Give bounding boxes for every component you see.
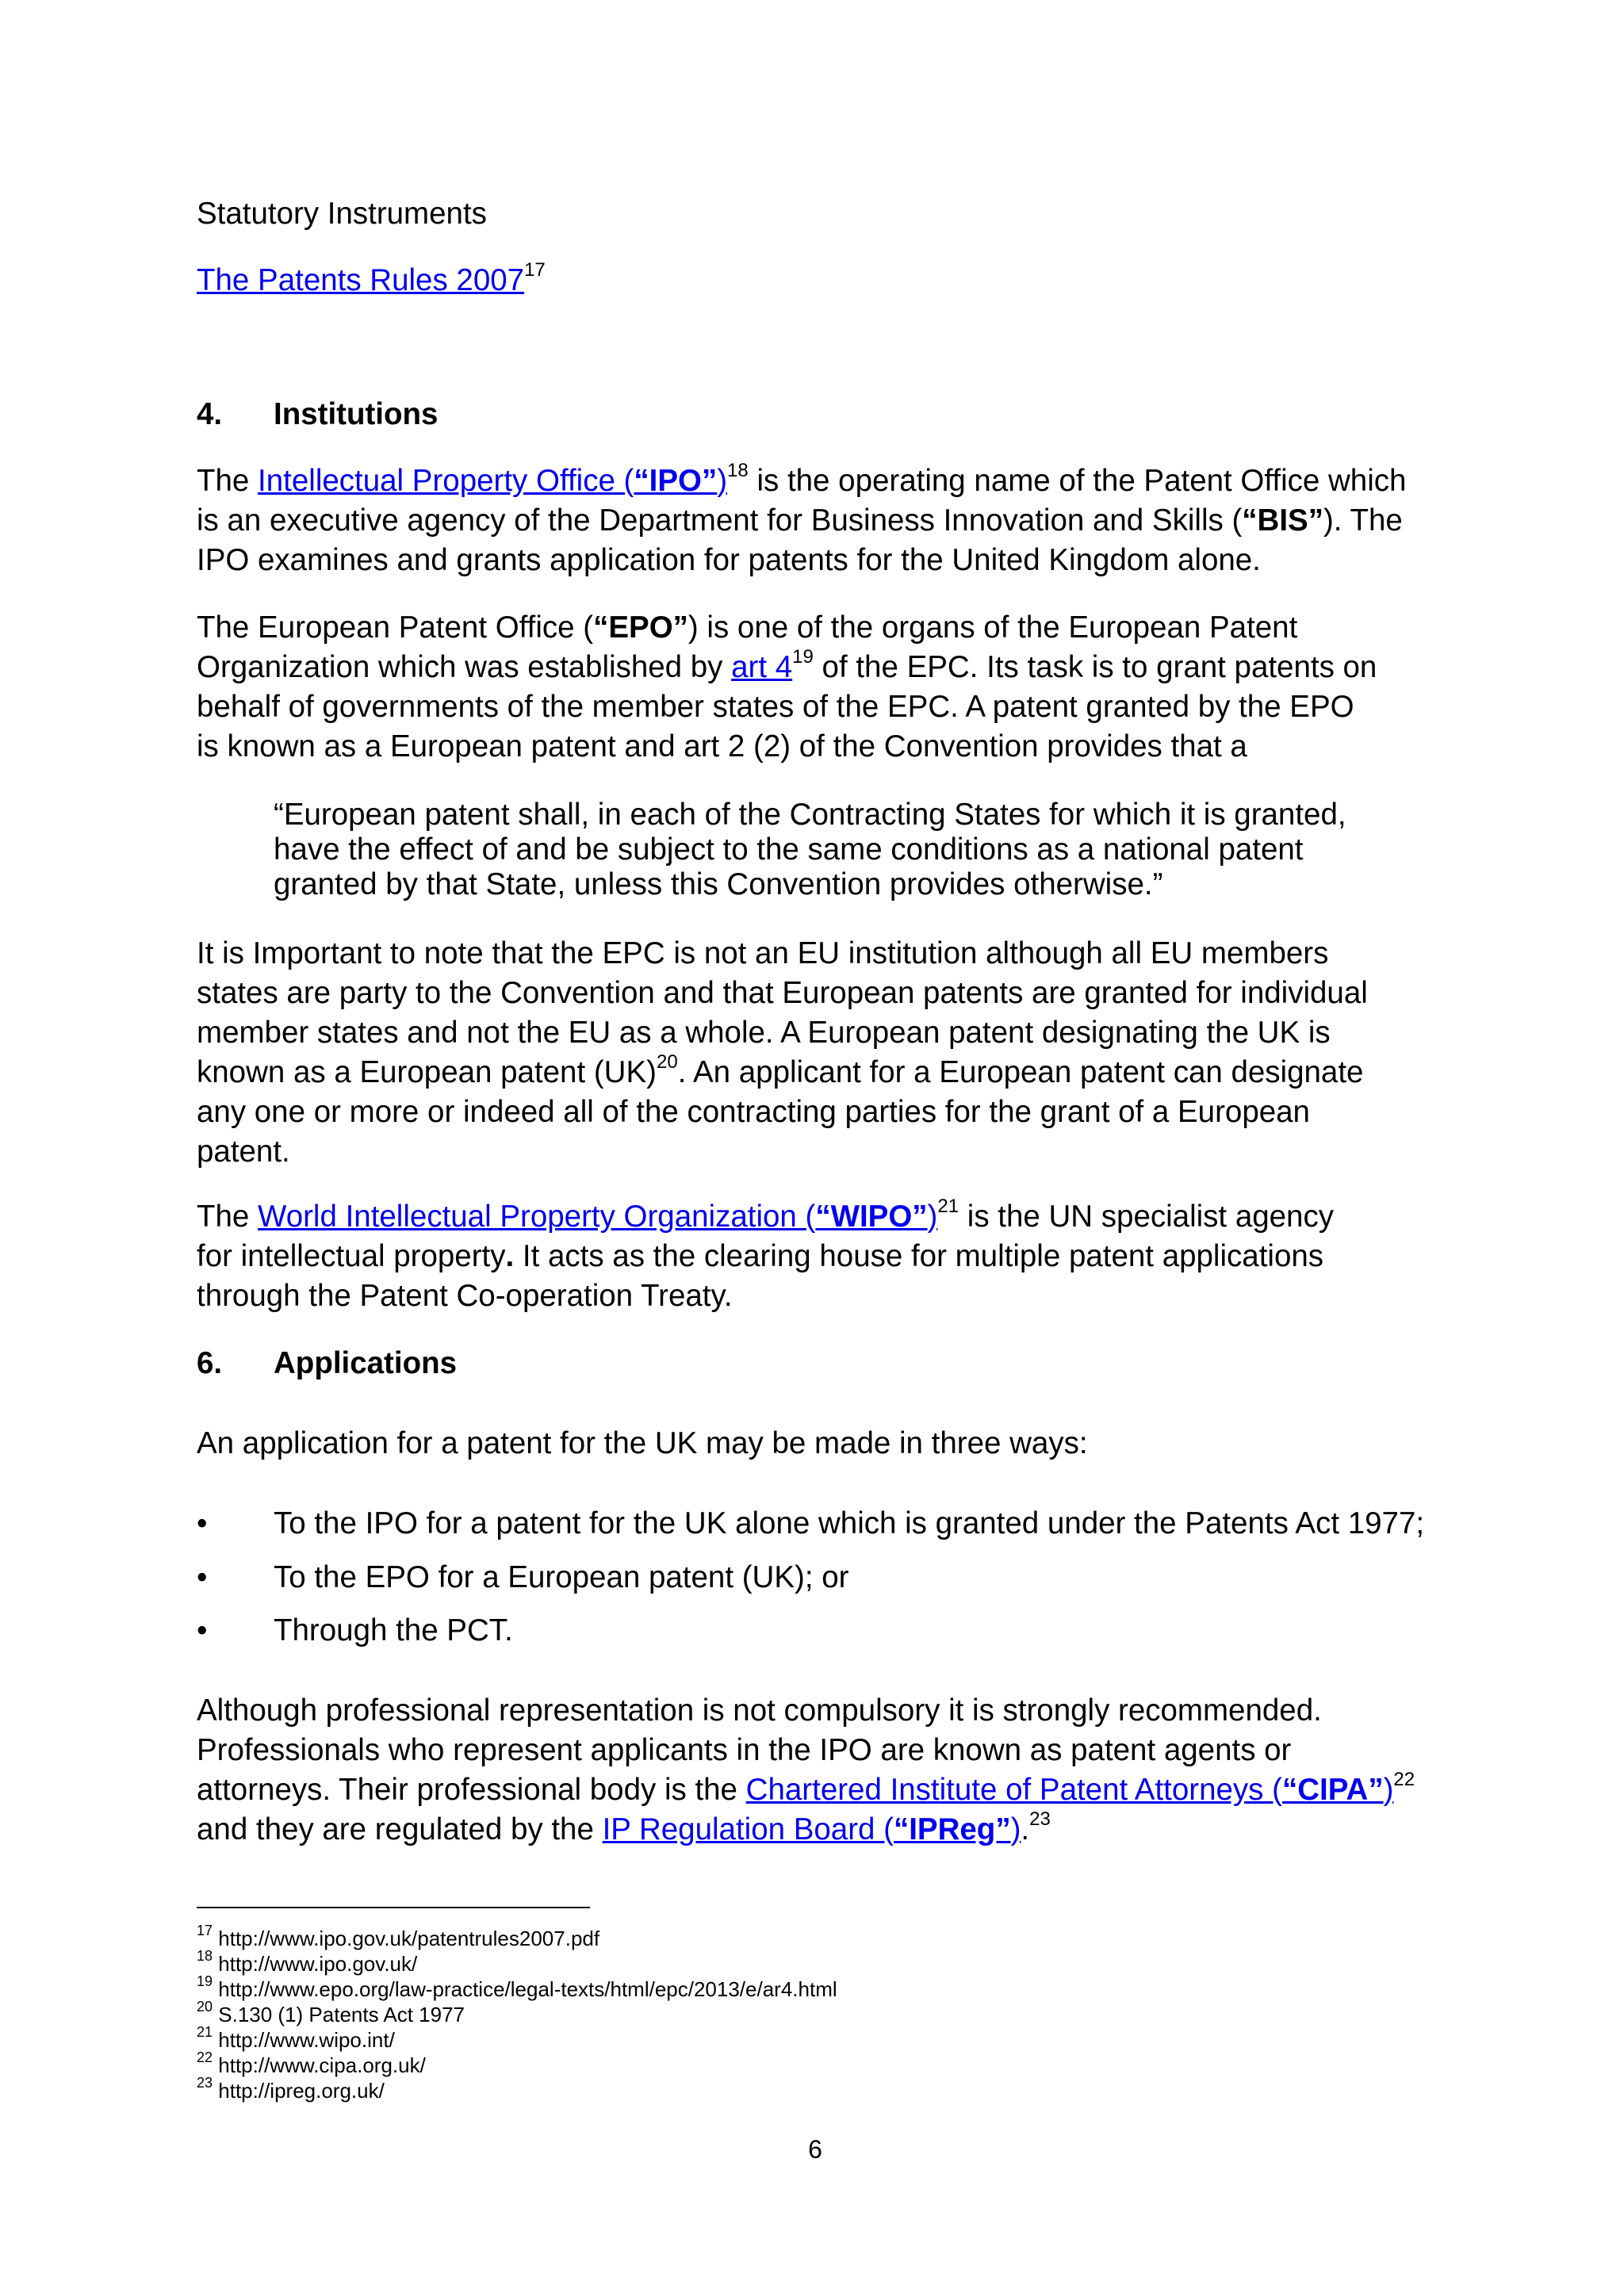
wipo-link[interactable]: World Intellectual Property Organization (“WIPO”) — [258, 1200, 938, 1234]
representation-paragraph: Although professional representation is not compulsory it is strongly recommended. Professionals who represent applicants in the IPO are known as patent agents or attorneys. Their professional body is the Chartered Institute of Patent Attorneys (“CIPA”)$^{22}$ and they are regulated by the IP Regulation Board (“IPReg”).$^{23}$ — [197, 1693, 1415, 1846]
footnote-ref: 22 — [1393, 1769, 1415, 1791]
epc-quote: “European patent shall, in each of the Contracting States for which it is granted, have the effect of and be subject to the same conditions as a national patent granted by that State, unless this Convention provides otherwise.” — [274, 798, 1346, 901]
footnote: $^{22}$ http://www.cipa.org.uk/ — [197, 2049, 426, 2077]
section-title: Institutions — [274, 397, 439, 431]
statutory-heading — [197, 194, 487, 234]
epc-note-paragraph: It is Important to note that the EPC is not an EU institution although all EU members states are party to the Convention and that European patents are granted for individual member states and not the EU as a whole. A European patent designating the UK is known as a European patent (UK)$^{20}$. An applicant for a European patent can designate any one or more or indeed all of the contracting parties for the grant of a European patent. — [197, 936, 1368, 1169]
document-page: Statutory Instruments The Patents Rules 2007$^{17}$ 4. Institutions The Intellectual Property Office (“IPO”)$^{18}$ is the operating name of the Patent Office which is an executive agency of the Department for Business Innovation and Skills (“BIS”). The IPO examines and grants application for patents for the United Kingdom alone. The European Patent Office (“EPO”) is one of the organs of the European Patent Organization which was established by art $4^{19}$ of the EPC. Its task is to grant patents on behalf of governments of the member states of the EPC. A patent granted by the EPO is known as a European patent and art 2 (2) of the Convention provides that a “European patent shall, in each of the Contracting States for which it is granted, have the effect of and be subject to the same conditions as a national patent granted by that State, unless this Convention provides otherwise.” It is Important to note that the EPC is not an EU institution although all EU members states are party to the Convention and that European patents are granted for individual member states and not the EU as a whole. A European patent designating the UK is known as a European patent (UK)$^{20}$. An applicant for a European patent can designate any one or more or indeed all of the contracting parties for the grant of a European patent. The World Intellectual Property Organization (“WIPO”)$^{21}$ is the UN specialist agency for intellectual property. It acts as the clearing house for multiple patent applications through the Patent Co-operation Treaty. 6. Applications An application for a patent for the UK may be made in three ways: • To the IPO for a patent for the UK alone which is granted under the Patents Act 1977; • To the EPO for a European patent (UK); or • Through the PCT. Although professional representation is not compulsory it is strongly recommended. Professionals who represent applicants in the IPO are known as patent agents or attorneys. Their professional body is the Chartered Institute of Patent Attorneys (“CIPA”)$^{22}$ and they are regulated by the IP Regulation Board (“IPReg”).$^{23}$ $^{17}$ http://www.ipo.gov.uk/patentrules2007.pdf $^{18}$ http://www.ipo.gov.uk/ $^{19}$ http://www.epo.org/law-practice/legal-texts/html/epc/2013/e/ar4.html $^{20}$ S.130 (1) Patents Act 1977 $^{21}$ http://www.wipo.int/ $^{22}$ http://www.cipa.org.uk/ $^{23}$ http://ipreg.org.uk/ 6 — [197, 0, 1434, 2296]
footnote-ref: 23 — [1029, 1808, 1051, 1831]
footnote-ref: 20 — [656, 1051, 678, 1073]
footnote-ref: 21 — [937, 1196, 959, 1218]
section-4-heading — [197, 395, 438, 434]
ipo-paragraph: The Intellectual Property Office (“IPO”)$^{18}$ is the operating name of the Patent Office which is an executive agency of the Department for Business Innovation and Skills (“BIS”). The IPO examines and grants application for patents for the United Kingdom alone. — [197, 460, 1407, 577]
wipo-paragraph: The World Intellectual Property Organization (“WIPO”)$^{21}$ is the UN specialist agency for intellectual property. It acts as the clearing house for multiple patent applications through the Patent Co-operation Treaty. — [197, 1196, 1334, 1313]
epo-paragraph: The European Patent Office (“EPO”) is one of the organs of the European Patent Organization which was established by art $4^{19}$ of the EPC. Its task is to grant patents on behalf of governments of the member states of the EPC. A patent granted by the EPO is known as a European patent and art 2 (2) of the Convention provides that a — [197, 610, 1377, 763]
footnote: $^{21}$ http://www.wipo.int/ — [197, 2024, 395, 2052]
footnote: $^{19}$ http://www.epo.org/law-practice/legal-texts/html/epc/2013/e/ar4.html — [197, 1973, 837, 2001]
footnote-ref: 17 — [524, 259, 546, 281]
ipo-link[interactable]: Intellectual Property Office (“IPO”) — [258, 464, 728, 498]
footnote-divider — [197, 1907, 590, 1908]
bullet-icon: • — [197, 1560, 208, 1594]
footnotes — [197, 1923, 837, 2103]
section-title: Applications — [274, 1346, 458, 1380]
cipa-link[interactable]: Chartered Institute of Patent Attorneys (“CIPA”) — [745, 1773, 1394, 1807]
footnote: $^{20}$ S.130 (1) Patents Act 1977 — [197, 1999, 465, 2026]
statutory-heading-text: Statutory Instruments — [197, 197, 487, 231]
footnote: $^{18}$ http://www.ipo.gov.uk/ — [197, 1948, 418, 1976]
bullet-icon: • — [197, 1613, 208, 1647]
section-number: 4. — [197, 397, 223, 431]
page-number: 6 — [808, 2135, 822, 2164]
applications-intro: An application for a patent for the UK may be made in three ways: — [197, 1426, 1088, 1460]
patents-rules-line — [197, 261, 546, 300]
patents-rules-link[interactable]: The Patents Rules 2007 — [197, 263, 525, 297]
footnote: $^{23}$ http://ipreg.org.uk/ — [197, 2075, 385, 2103]
bullet-icon: • — [197, 1506, 208, 1540]
art-4-link[interactable]: art 4 — [731, 650, 793, 684]
footnote-ref: 19 — [792, 646, 814, 668]
footnote: $^{17}$ http://www.ipo.gov.uk/patentrules2007.pdf — [197, 1923, 600, 1950]
section-number: 6. — [197, 1346, 223, 1380]
ipreg-link[interactable]: IP Regulation Board (“IPReg”) — [602, 1812, 1021, 1846]
footnote-ref: 18 — [727, 460, 749, 482]
section-6-heading — [197, 1344, 457, 1383]
